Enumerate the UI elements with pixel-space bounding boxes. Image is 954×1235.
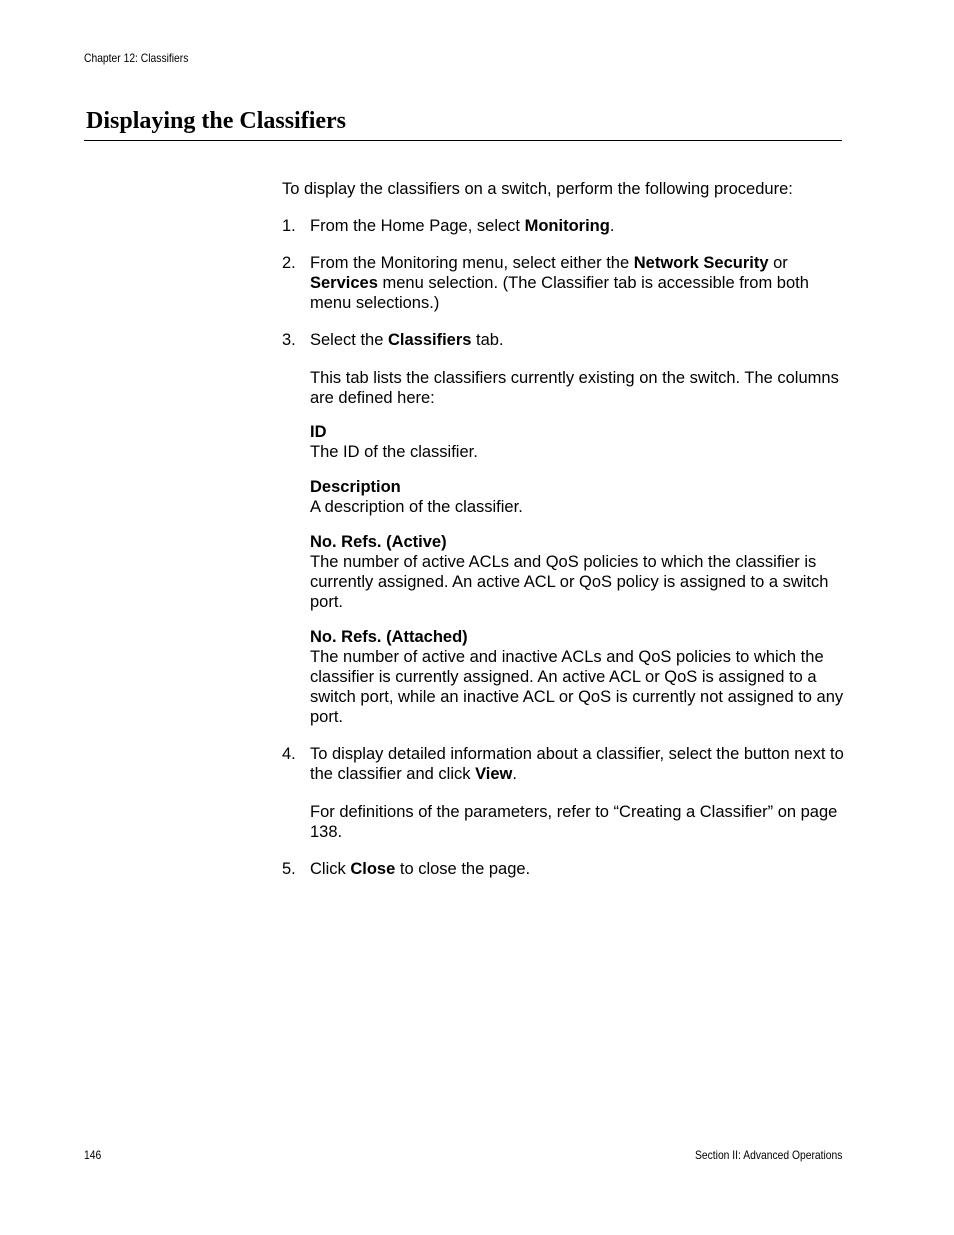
step-number: 2.: [282, 254, 296, 272]
step-2: [282, 253, 844, 313]
step-note: For definitions of the parameters, refer to “Creating a Classifier” on page 138.: [310, 803, 838, 841]
definition-item: [310, 477, 844, 517]
definition-description: The number of active and inactive ACLs and QoS policies to which the classifier is currently assigned. An active ACL or QoS is assigned to a switch port, while an inactive ACL or QoS is currently not assigned to any port.: [310, 648, 844, 726]
step-text: From the Monitoring menu, select either the Network Security or Services menu selection. (The Classifier tab is accessible from both menu selections.): [310, 254, 809, 312]
definition-description: A description of the classifier.: [310, 498, 523, 516]
definition-term: No. Refs. (Attached): [310, 628, 468, 646]
ui-term-close: Close: [350, 860, 396, 878]
step-number: 4.: [282, 745, 296, 763]
ui-term-monitoring: Monitoring: [524, 217, 610, 235]
definition-term: No. Refs. (Active): [310, 533, 447, 551]
step-3: [282, 330, 844, 727]
step-text: Click Close to close the page.: [310, 860, 531, 878]
ui-term-services: Services: [310, 274, 378, 292]
definition-description: The ID of the classifier.: [310, 443, 478, 461]
step-number: 1.: [282, 217, 296, 235]
title-rule: [84, 140, 842, 141]
page-number: 146: [84, 1148, 102, 1162]
step-note: This tab lists the classifiers currently existing on the switch. The columns are defined here:: [310, 369, 839, 407]
step-number: 3.: [282, 331, 296, 349]
body-content: [282, 179, 844, 896]
definition-item: [310, 627, 844, 727]
step-5: [282, 859, 844, 879]
running-header: Chapter 12: Classifiers: [84, 51, 189, 65]
step-text: Select the Classifiers tab.: [310, 331, 504, 349]
definition-item: [310, 532, 844, 612]
intro-paragraph: To display the classifiers on a switch, perform the following procedure:: [282, 180, 793, 198]
ui-term-network-security: Network Security: [633, 254, 769, 272]
procedure-steps: [282, 216, 844, 879]
step-text: From the Home Page, select Monitoring.: [310, 217, 615, 235]
page-title: Displaying the Classifiers: [86, 108, 347, 134]
step-1: [282, 216, 844, 236]
step-text: To display detailed information about a classifier, select the button next to the classifier and click View.: [310, 745, 844, 783]
step-4: [282, 744, 844, 842]
ui-term-classifiers: Classifiers: [387, 331, 472, 349]
definition-item: [310, 422, 844, 462]
column-definitions: [310, 422, 844, 727]
definition-description: The number of active ACLs and QoS policies to which the classifier is currently assigned. An active ACL or QoS policy is assigned to a switch port.: [310, 553, 829, 611]
definition-term: ID: [310, 423, 327, 441]
ui-term-view: View: [475, 765, 513, 783]
step-number: 5.: [282, 860, 296, 878]
footer-section-title: Section II: Advanced Operations: [694, 1148, 842, 1162]
definition-term: Description: [310, 478, 401, 496]
